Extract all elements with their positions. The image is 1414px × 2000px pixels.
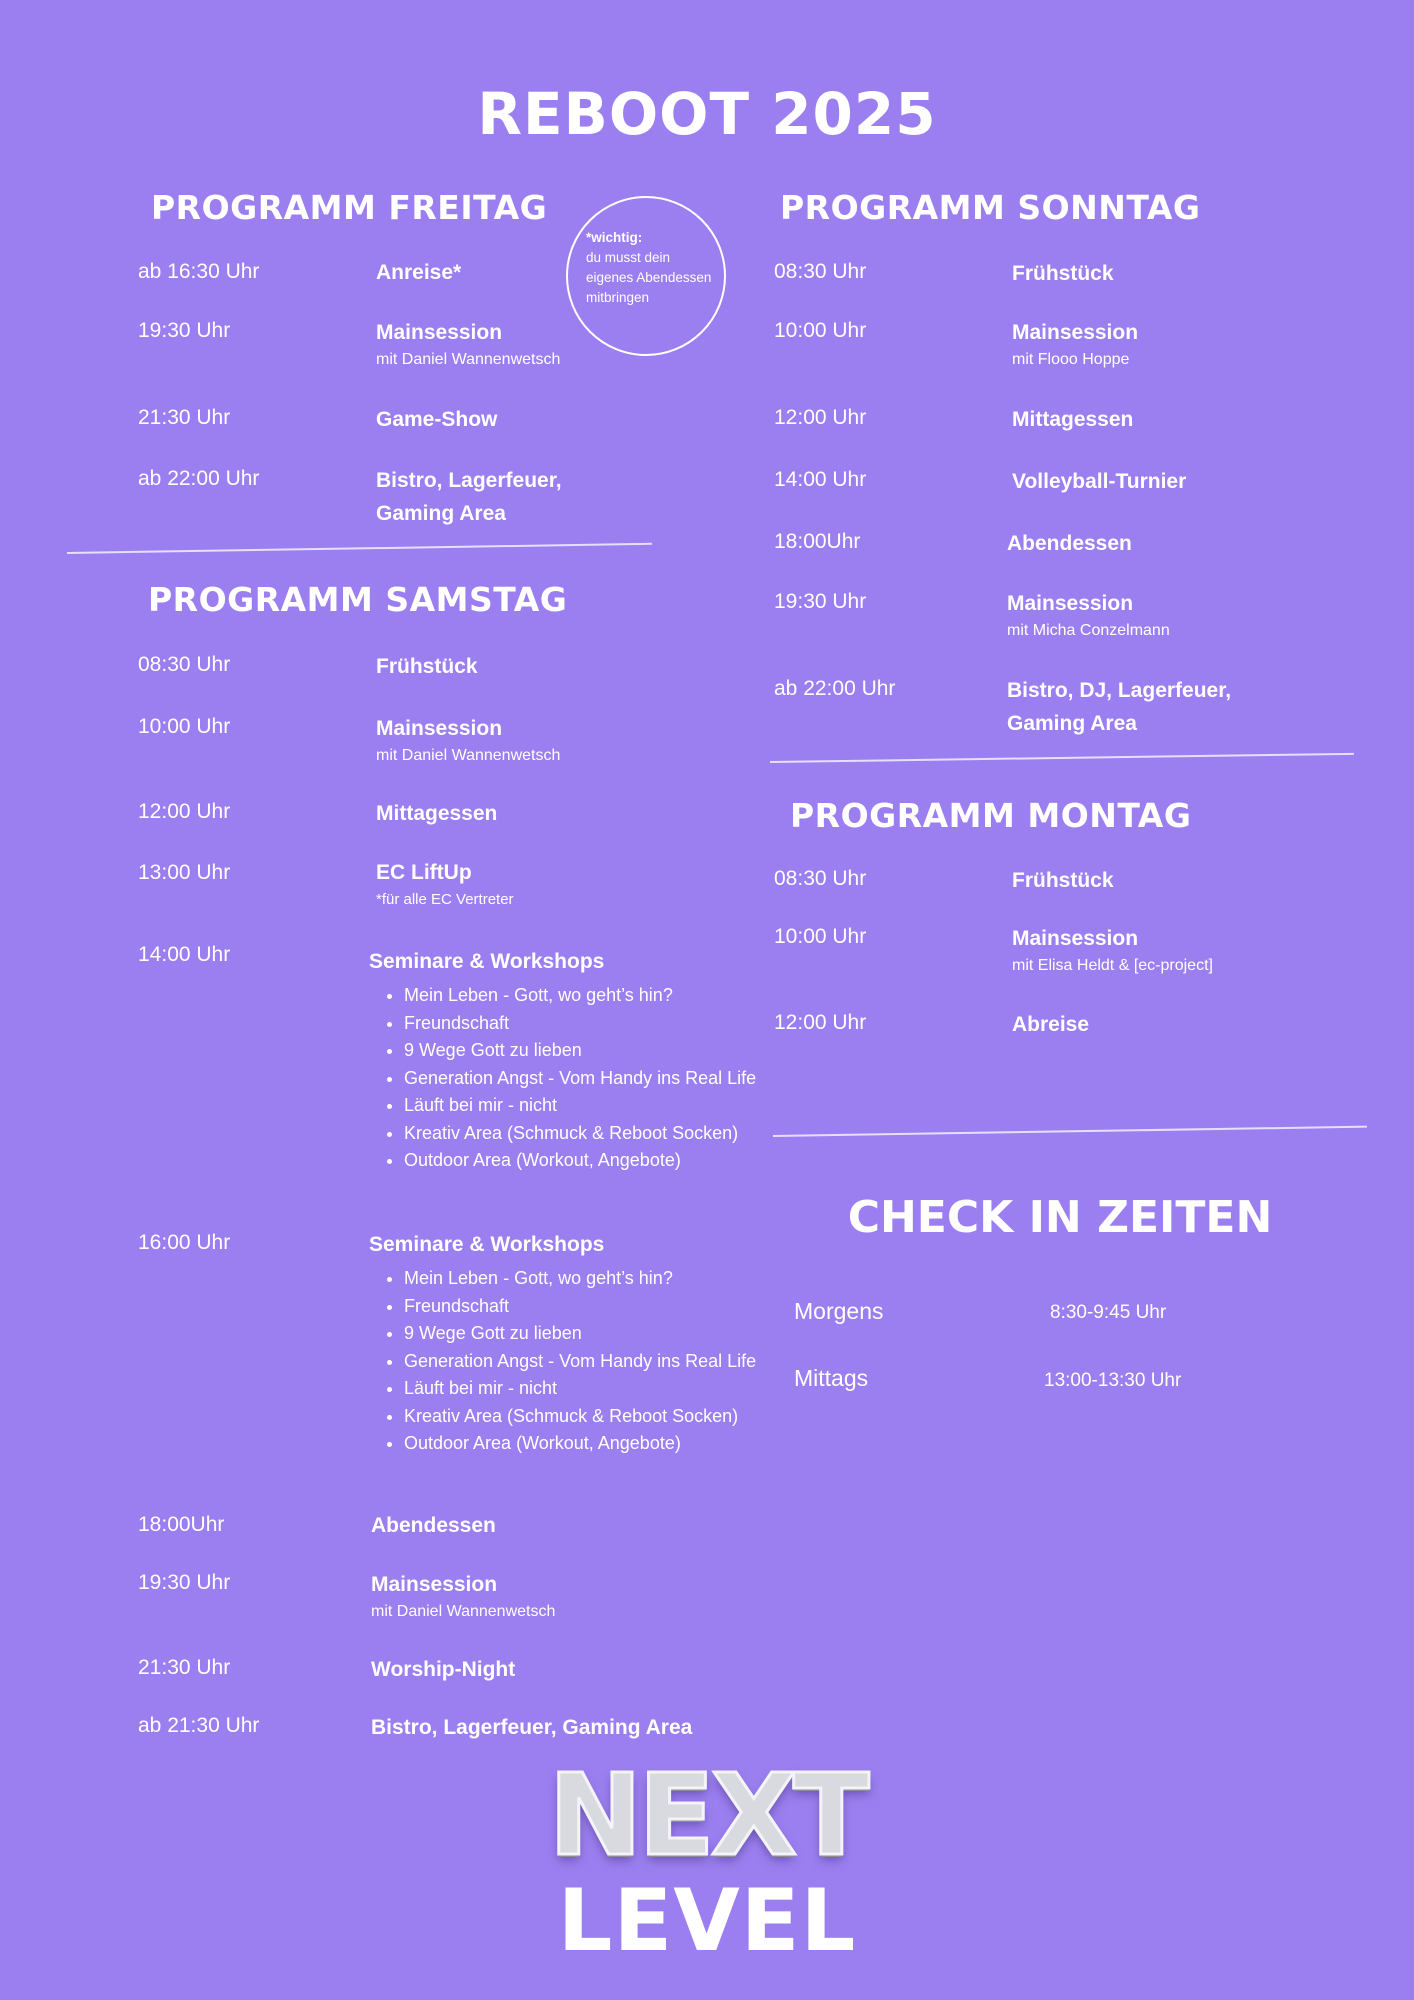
next-logo-balloon-text: NEXT	[548, 1751, 866, 1881]
checkin-title: CHECK IN ZEITEN	[847, 1192, 1273, 1243]
sunday-activity: Mittagessen	[1012, 408, 1134, 431]
friday-time: ab 16:30 Uhr	[138, 260, 260, 283]
activity-speaker: mit Elisa Heldt & [ec-project]	[1012, 957, 1213, 974]
workshop-list	[369, 982, 784, 1175]
activity-line: Bistro, DJ, Lagerfeuer,	[1007, 679, 1232, 702]
saturday-time: 21:30 Uhr	[138, 1656, 231, 1679]
activity-speaker: mit Daniel Wannenwetsch	[371, 1603, 556, 1620]
activity-name: Mainsession	[376, 321, 503, 344]
monday-time: 10:00 Uhr	[774, 925, 867, 948]
checkin-time: 13:00-13:30 Uhr	[1044, 1370, 1182, 1391]
list-item: • Generation Angst - Vom Handy ins Real Life	[404, 1348, 784, 1376]
checkin-time: 8:30-9:45 Uhr	[1050, 1302, 1167, 1323]
sunday-time: 10:00 Uhr	[774, 319, 867, 342]
sunday-time: 08:30 Uhr	[774, 260, 867, 283]
sunday-title: PROGRAMM SONNTAG	[780, 188, 1201, 227]
saturday-activity: Mittagessen	[376, 802, 498, 825]
sunday-activity	[1007, 587, 1170, 642]
sunday-time: 14:00 Uhr	[774, 468, 867, 491]
sunday-time: ab 22:00 Uhr	[774, 677, 896, 700]
saturday-activity: Frühstück	[376, 655, 478, 678]
activity-name: EC LiftUp	[376, 861, 472, 884]
monday-title: PROGRAMM MONTAG	[790, 796, 1192, 835]
saturday-activity: Abendessen	[371, 1514, 496, 1537]
friday-title: PROGRAMM FREITAG	[151, 188, 548, 227]
list-item: • Freundschaft	[404, 1010, 784, 1038]
activity-name: Seminare & Workshops	[369, 1233, 605, 1256]
sunday-activity	[1012, 316, 1138, 371]
sunday-time: 18:00Uhr	[774, 530, 861, 553]
activity-speaker: mit Micha Conzelmann	[1007, 622, 1170, 639]
sunday-activity: Abendessen	[1007, 532, 1132, 555]
friday-activity	[376, 316, 560, 371]
activity-note: *für alle EC Vertreter	[376, 891, 514, 908]
monday-time: 12:00 Uhr	[774, 1011, 867, 1034]
section-divider	[773, 1126, 1367, 1137]
note-line: mitbringen	[586, 290, 650, 305]
workshop-list	[369, 1265, 784, 1458]
section-divider	[67, 543, 652, 554]
friday-activity: Anreise*	[376, 261, 462, 284]
activity-name: Mainsession	[1012, 321, 1139, 344]
saturday-time: 10:00 Uhr	[138, 715, 231, 738]
activity-name: Mainsession	[1007, 592, 1134, 615]
activity-name: Mainsession	[371, 1573, 498, 1596]
saturday-time: 16:00 Uhr	[138, 1231, 231, 1254]
friday-time: 21:30 Uhr	[138, 406, 231, 429]
monday-activity: Frühstück	[1012, 869, 1114, 892]
saturday-workshops	[369, 945, 784, 1175]
section-divider	[770, 753, 1354, 763]
note-heading: *wichtig:	[586, 230, 643, 245]
saturday-time: 13:00 Uhr	[138, 861, 231, 884]
sunday-time: 12:00 Uhr	[774, 406, 867, 429]
friday-time: ab 22:00 Uhr	[138, 467, 260, 490]
list-item: • 9 Wege Gott zu lieben	[404, 1037, 784, 1065]
activity-line: Gaming Area	[1007, 712, 1137, 735]
activity-speaker: mit Flooo Hoppe	[1012, 351, 1130, 368]
friday-activity: Game-Show	[376, 408, 498, 431]
saturday-activity: Worship-Night	[371, 1658, 516, 1681]
saturday-time: ab 21:30 Uhr	[138, 1714, 260, 1737]
list-item: • Outdoor Area (Workout, Angebote)	[404, 1147, 784, 1175]
saturday-activity	[376, 712, 560, 767]
monday-time: 08:30 Uhr	[774, 867, 867, 890]
page-title: REBOOT 2025	[477, 80, 937, 148]
friday-time: 19:30 Uhr	[138, 319, 231, 342]
list-item: • Kreativ Area (Schmuck & Reboot Socken)	[404, 1120, 784, 1148]
saturday-time: 18:00Uhr	[138, 1513, 225, 1536]
list-item: • Mein Leben - Gott, wo geht’s hin?	[404, 982, 784, 1010]
saturday-title: PROGRAMM SAMSTAG	[148, 580, 568, 619]
monday-activity	[1012, 922, 1213, 977]
sunday-activity: Frühstück	[1012, 262, 1114, 285]
saturday-activity	[371, 1568, 555, 1623]
list-item: • Läuft bei mir - nicht	[404, 1375, 784, 1403]
checkin-label: Mittags	[794, 1365, 869, 1391]
sunday-time: 19:30 Uhr	[774, 590, 867, 613]
list-item: • Generation Angst - Vom Handy ins Real Life	[404, 1065, 784, 1093]
saturday-time: 12:00 Uhr	[138, 800, 231, 823]
sunday-activity	[1007, 674, 1231, 740]
saturday-time: 19:30 Uhr	[138, 1571, 231, 1594]
saturday-activity: Bistro, Lagerfeuer, Gaming Area	[371, 1716, 693, 1739]
activity-name: Mainsession	[1012, 927, 1139, 950]
activity-speaker: mit Daniel Wannenwetsch	[376, 351, 561, 368]
saturday-time: 08:30 Uhr	[138, 653, 231, 676]
friday-activity	[376, 464, 562, 530]
saturday-activity	[376, 856, 514, 911]
activity-line: Bistro, Lagerfeuer,	[376, 469, 562, 492]
note-line: du musst dein	[586, 250, 671, 265]
activity-line: Gaming Area	[376, 502, 506, 525]
list-item: • Mein Leben - Gott, wo geht’s hin?	[404, 1265, 784, 1293]
level-logo-text: LEVEL	[557, 1871, 857, 1971]
list-item: • Läuft bei mir - nicht	[404, 1092, 784, 1120]
saturday-workshops	[369, 1228, 784, 1458]
monday-activity: Abreise	[1012, 1013, 1090, 1036]
important-note-badge	[566, 196, 726, 356]
sunday-activity: Volleyball-Turnier	[1012, 470, 1187, 493]
note-line: eigenes Abendessen	[586, 270, 712, 285]
list-item: • Kreativ Area (Schmuck & Reboot Socken)	[404, 1403, 784, 1431]
activity-name: Mainsession	[376, 717, 503, 740]
list-item: • 9 Wege Gott zu lieben	[404, 1320, 784, 1348]
checkin-label: Morgens	[794, 1298, 884, 1324]
list-item: • Freundschaft	[404, 1293, 784, 1321]
activity-name: Seminare & Workshops	[369, 950, 605, 973]
saturday-time: 14:00 Uhr	[138, 943, 231, 966]
list-item: • Outdoor Area (Workout, Angebote)	[404, 1430, 784, 1458]
activity-speaker: mit Daniel Wannenwetsch	[376, 747, 561, 764]
